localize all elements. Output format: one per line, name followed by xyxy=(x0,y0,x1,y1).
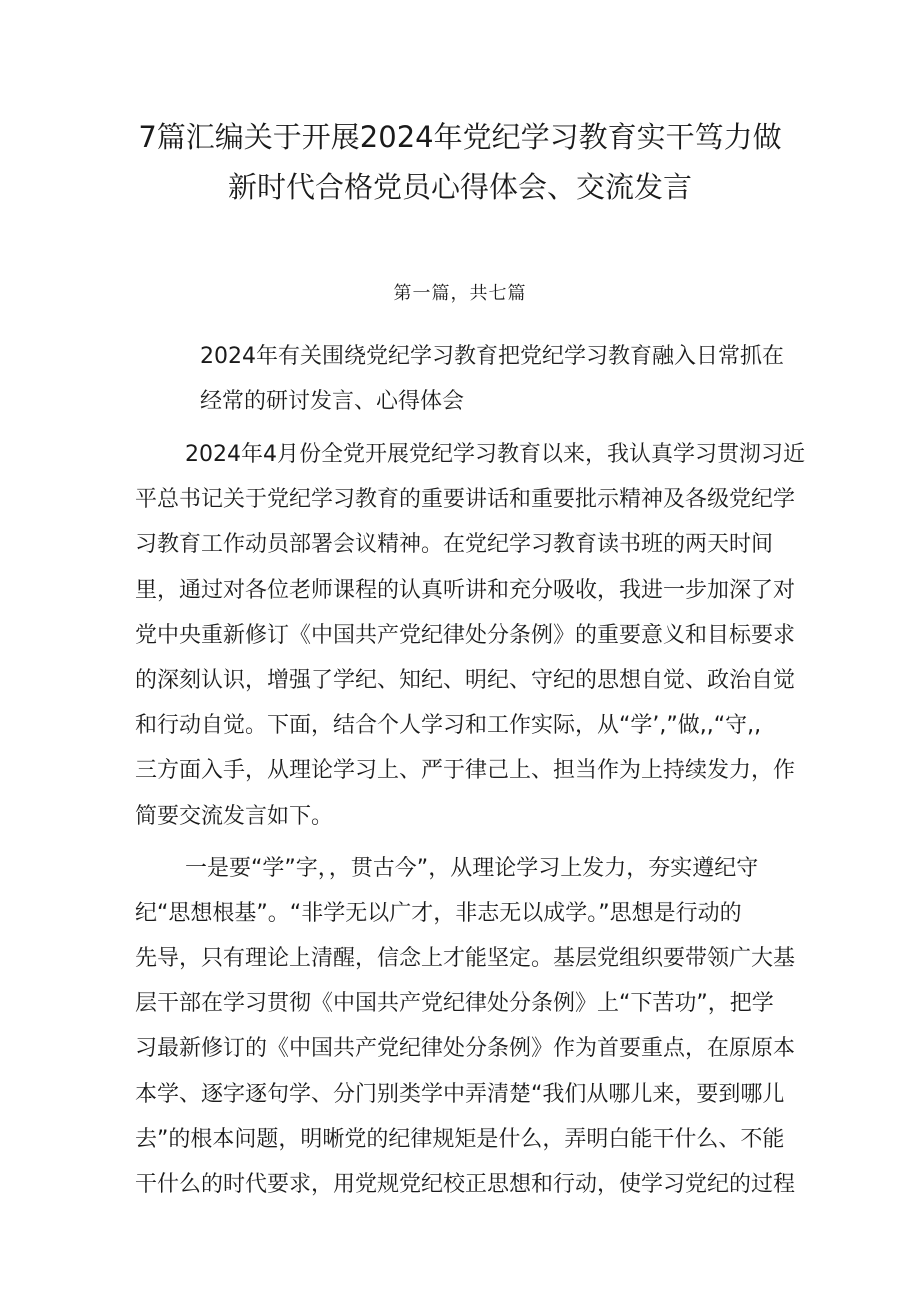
subheading-line: 2024年有关围绕党纪学习教育把党纪学习教育融入日常抓在 xyxy=(200,344,784,369)
title-line: 新时代合格党员心得体会、交流发言 xyxy=(227,170,692,204)
text-line: 和行动自觉。下面，结合个人学习和工作实际，从“学’,”做,,“守,, xyxy=(135,713,762,739)
article-body xyxy=(135,432,805,1207)
text-line: 简要交流发言如下。 xyxy=(135,803,334,829)
text-line: 干什么的时代要求，用党规党纪校正思想和行动，使学习党纪的过程 xyxy=(135,1172,796,1197)
text-line: 一是要“学”字，，贯古今”，从理论学习上发力，夯实遵纪守 xyxy=(185,855,759,881)
title-line: 7篇汇编关于开展2024年党纪学习教育实干笃力做 xyxy=(138,120,782,154)
text-line: 三方面入手，从理论学习上、严于律己上、担当作为上持续发力，作 xyxy=(135,758,796,784)
text-line: 习教育工作动员部署会议精神。在党纪学习教育读书班的两天时间 xyxy=(135,532,774,558)
text-line: 平总书记关于党纪学习教育的重要讲话和重要批示精神及各级党纪学 xyxy=(135,487,796,513)
part-label: 第一篇，共七篇 xyxy=(393,283,527,304)
text-line: 里，通过对各位老师课程的认真听讲和充分吸收，我进一步加深了对 xyxy=(135,577,796,603)
text-line: 本学、逐字逐句学、分门别类学中弄清楚“我们从哪儿来，要到哪儿 xyxy=(135,1081,785,1107)
text-line: 纪“思想根基”。“非学无以广才，非志无以成学。”思想是行动的 xyxy=(135,900,742,926)
paragraph-intro xyxy=(135,432,805,839)
text-line: 层干部在学习贯彻《中国共产党纪律处分条例》上“下苦功”，把学 xyxy=(135,991,774,1017)
text-line: 党中央重新修订《中国共产党纪律处分条例》的重要意义和目标要求 xyxy=(135,622,796,648)
paragraph-study xyxy=(135,846,795,1208)
subheading-line: 经常的研讨发言、心得体会 xyxy=(200,389,465,414)
text-line: 2024年4月份全党开展党纪学习教育以来，我认真学习贯沏习近 xyxy=(185,442,805,467)
text-line: 习最新修订的《中国共产党纪律处分条例》作为首要重点，在原原本 xyxy=(135,1036,796,1062)
text-line: 的深刻认识，增强了学纪、知纪、明纪、守纪的思想自觉、政治自觉 xyxy=(135,667,796,693)
article-subheading xyxy=(200,334,800,424)
text-line: 先导，只有理论上清醒，信念上才能坚定。基层党组织要带领广大基 xyxy=(135,946,796,972)
text-line: 去”的根本问题，明晰党的纪律规矩是什么，弄明白能干什么、不能 xyxy=(135,1126,785,1152)
document-title xyxy=(100,112,820,212)
